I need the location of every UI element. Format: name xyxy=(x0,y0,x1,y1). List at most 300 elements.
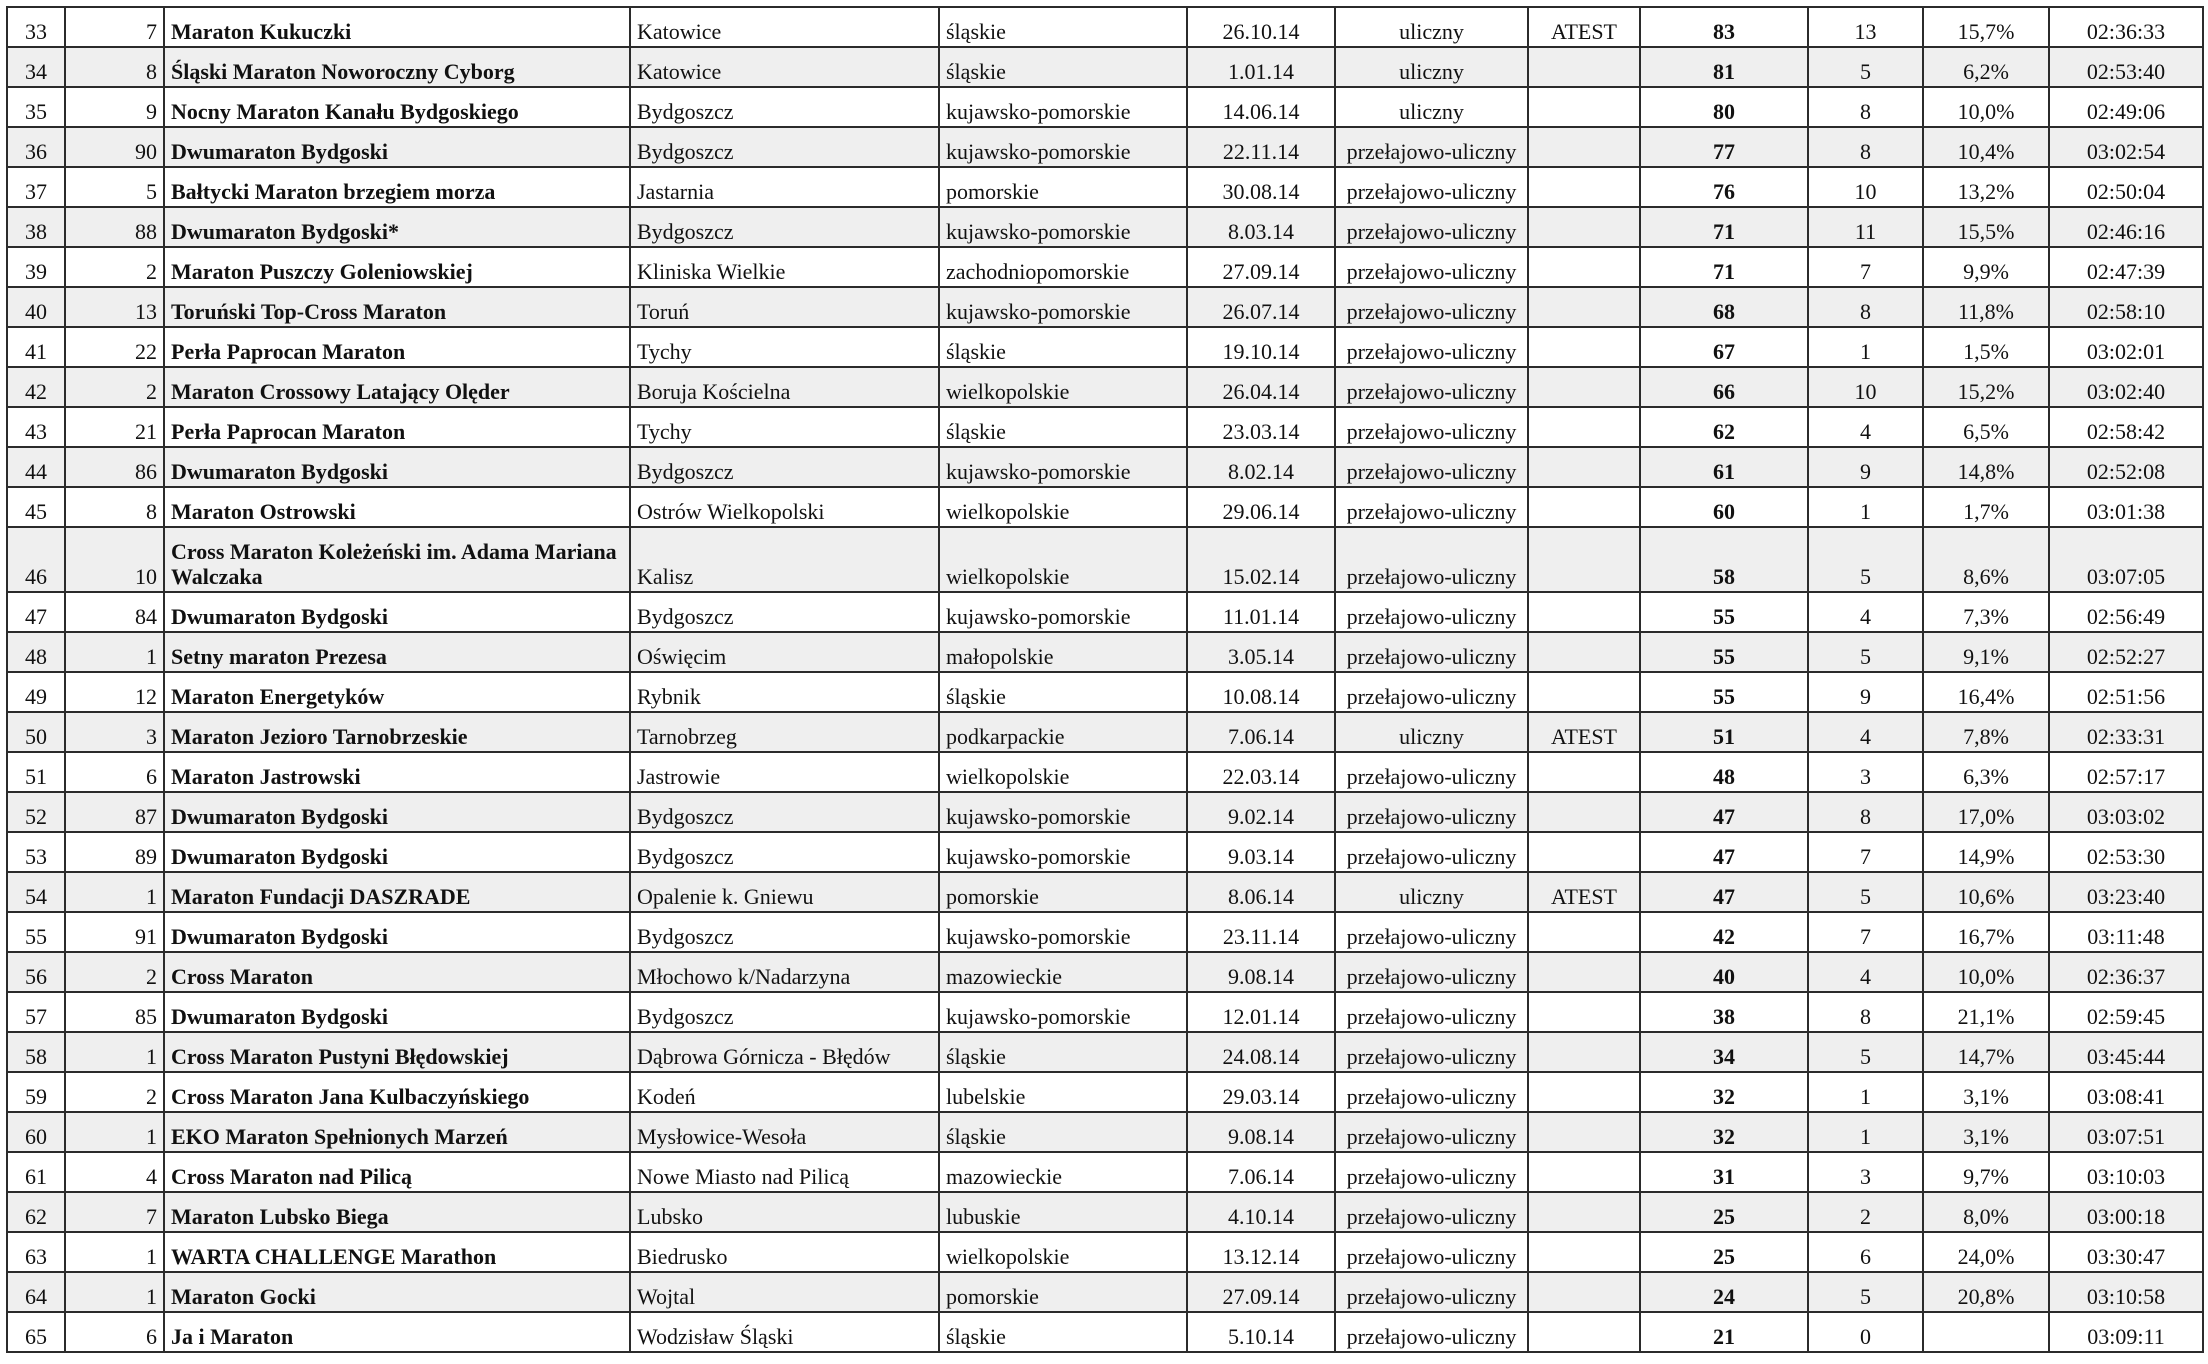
city-cell: Mysłowice-Wesoła xyxy=(630,1112,939,1152)
region-cell: lubelskie xyxy=(939,1072,1187,1112)
atest-cell xyxy=(1528,1112,1640,1152)
percent-cell: 3,1% xyxy=(1923,1072,2049,1112)
rank-cell: 34 xyxy=(7,47,65,87)
region-cell: podkarpackie xyxy=(939,712,1187,752)
rank-cell: 36 xyxy=(7,127,65,167)
time-cell: 03:45:44 xyxy=(2049,1032,2203,1072)
time-cell: 03:10:58 xyxy=(2049,1272,2203,1312)
number-cell: 91 xyxy=(65,912,164,952)
count-cell: 4 xyxy=(1808,952,1923,992)
points-cell: 80 xyxy=(1640,87,1808,127)
table-row xyxy=(7,87,2203,127)
percent-cell: 17,0% xyxy=(1923,792,2049,832)
table-row xyxy=(7,127,2203,167)
city-cell: Toruń xyxy=(630,287,939,327)
number-cell: 2 xyxy=(65,367,164,407)
number-cell: 8 xyxy=(65,47,164,87)
date-cell: 22.11.14 xyxy=(1187,127,1335,167)
city-cell: Ostrów Wielkopolski xyxy=(630,487,939,527)
date-cell: 24.08.14 xyxy=(1187,1032,1335,1072)
time-cell: 03:02:54 xyxy=(2049,127,2203,167)
count-cell: 1 xyxy=(1808,487,1923,527)
course-type-cell: uliczny xyxy=(1335,47,1528,87)
rank-cell: 63 xyxy=(7,1232,65,1272)
points-cell: 62 xyxy=(1640,407,1808,447)
date-cell: 9.03.14 xyxy=(1187,832,1335,872)
region-cell: pomorskie xyxy=(939,167,1187,207)
percent-cell: 7,8% xyxy=(1923,712,2049,752)
rank-cell: 56 xyxy=(7,952,65,992)
marathon-name-cell: Maraton Jastrowski xyxy=(164,752,630,792)
table-row xyxy=(7,952,2203,992)
atest-cell xyxy=(1528,1272,1640,1312)
city-cell: Jastrowie xyxy=(630,752,939,792)
time-cell: 03:00:18 xyxy=(2049,1192,2203,1232)
time-cell: 03:07:51 xyxy=(2049,1112,2203,1152)
points-cell: 47 xyxy=(1640,872,1808,912)
percent-cell: 13,2% xyxy=(1923,167,2049,207)
time-cell: 02:36:33 xyxy=(2049,7,2203,47)
time-cell: 02:53:30 xyxy=(2049,832,2203,872)
atest-cell xyxy=(1528,1312,1640,1352)
region-cell: pomorskie xyxy=(939,872,1187,912)
marathon-name-cell: Śląski Maraton Noworoczny Cyborg xyxy=(164,47,630,87)
table-row xyxy=(7,1232,2203,1272)
table-row xyxy=(7,247,2203,287)
points-cell: 58 xyxy=(1640,527,1808,592)
region-cell: kujawsko-pomorskie xyxy=(939,992,1187,1032)
marathon-name-cell: Maraton Fundacji DASZRADE xyxy=(164,872,630,912)
percent-cell: 10,6% xyxy=(1923,872,2049,912)
percent-cell: 6,3% xyxy=(1923,752,2049,792)
rank-cell: 52 xyxy=(7,792,65,832)
course-type-cell: przełajowo-uliczny xyxy=(1335,167,1528,207)
percent-cell: 10,0% xyxy=(1923,87,2049,127)
city-cell: Bydgoszcz xyxy=(630,912,939,952)
course-type-cell: przełajowo-uliczny xyxy=(1335,1072,1528,1112)
course-type-cell: przełajowo-uliczny xyxy=(1335,632,1528,672)
number-cell: 89 xyxy=(65,832,164,872)
time-cell: 02:52:08 xyxy=(2049,447,2203,487)
region-cell: wielkopolskie xyxy=(939,1232,1187,1272)
points-cell: 24 xyxy=(1640,1272,1808,1312)
marathon-name-cell: WARTA CHALLENGE Marathon xyxy=(164,1232,630,1272)
percent-cell: 6,5% xyxy=(1923,407,2049,447)
points-cell: 66 xyxy=(1640,367,1808,407)
count-cell: 11 xyxy=(1808,207,1923,247)
atest-cell xyxy=(1528,792,1640,832)
rank-cell: 42 xyxy=(7,367,65,407)
atest-cell xyxy=(1528,1032,1640,1072)
number-cell: 85 xyxy=(65,992,164,1032)
number-cell: 1 xyxy=(65,1032,164,1072)
course-type-cell: przełajowo-uliczny xyxy=(1335,832,1528,872)
region-cell: kujawsko-pomorskie xyxy=(939,912,1187,952)
count-cell: 3 xyxy=(1808,752,1923,792)
city-cell: Lubsko xyxy=(630,1192,939,1232)
course-type-cell: przełajowo-uliczny xyxy=(1335,1312,1528,1352)
percent-cell: 8,0% xyxy=(1923,1192,2049,1232)
count-cell: 8 xyxy=(1808,792,1923,832)
region-cell: lubuskie xyxy=(939,1192,1187,1232)
time-cell: 03:23:40 xyxy=(2049,872,2203,912)
atest-cell xyxy=(1528,447,1640,487)
number-cell: 88 xyxy=(65,207,164,247)
time-cell: 02:58:42 xyxy=(2049,407,2203,447)
percent-cell: 16,4% xyxy=(1923,672,2049,712)
city-cell: Tarnobrzeg xyxy=(630,712,939,752)
city-cell: Dąbrowa Górnicza - Błędów xyxy=(630,1032,939,1072)
time-cell: 02:50:04 xyxy=(2049,167,2203,207)
percent-cell: 8,6% xyxy=(1923,527,2049,592)
region-cell: śląskie xyxy=(939,47,1187,87)
time-cell: 02:47:39 xyxy=(2049,247,2203,287)
percent-cell: 20,8% xyxy=(1923,1272,2049,1312)
course-type-cell: przełajowo-uliczny xyxy=(1335,247,1528,287)
points-cell: 51 xyxy=(1640,712,1808,752)
rank-cell: 37 xyxy=(7,167,65,207)
rank-cell: 44 xyxy=(7,447,65,487)
city-cell: Tychy xyxy=(630,327,939,367)
rank-cell: 60 xyxy=(7,1112,65,1152)
number-cell: 1 xyxy=(65,632,164,672)
table-row xyxy=(7,632,2203,672)
city-cell: Kalisz xyxy=(630,527,939,592)
date-cell: 13.12.14 xyxy=(1187,1232,1335,1272)
percent-cell: 14,7% xyxy=(1923,1032,2049,1072)
time-cell: 02:53:40 xyxy=(2049,47,2203,87)
date-cell: 8.06.14 xyxy=(1187,872,1335,912)
city-cell: Młochowo k/Nadarzyna xyxy=(630,952,939,992)
city-cell: Bydgoszcz xyxy=(630,992,939,1032)
count-cell: 8 xyxy=(1808,87,1923,127)
table-row xyxy=(7,447,2203,487)
rank-cell: 47 xyxy=(7,592,65,632)
marathon-name-cell: Maraton Kukuczki xyxy=(164,7,630,47)
count-cell: 9 xyxy=(1808,672,1923,712)
count-cell: 13 xyxy=(1808,7,1923,47)
marathon-name-cell: Dwumaraton Bydgoski xyxy=(164,592,630,632)
date-cell: 23.03.14 xyxy=(1187,407,1335,447)
city-cell: Nowe Miasto nad Pilicą xyxy=(630,1152,939,1192)
date-cell: 7.06.14 xyxy=(1187,712,1335,752)
city-cell: Tychy xyxy=(630,407,939,447)
table-row xyxy=(7,1272,2203,1312)
number-cell: 1 xyxy=(65,1272,164,1312)
rank-cell: 49 xyxy=(7,672,65,712)
region-cell: wielkopolskie xyxy=(939,367,1187,407)
atest-cell xyxy=(1528,367,1640,407)
marathon-name-cell: Cross Maraton Pustyni Błędowskiej xyxy=(164,1032,630,1072)
rank-cell: 46 xyxy=(7,527,65,592)
number-cell: 22 xyxy=(65,327,164,367)
date-cell: 9.08.14 xyxy=(1187,952,1335,992)
count-cell: 9 xyxy=(1808,447,1923,487)
city-cell: Bydgoszcz xyxy=(630,832,939,872)
time-cell: 03:07:05 xyxy=(2049,527,2203,592)
points-cell: 55 xyxy=(1640,592,1808,632)
marathon-name-cell: Setny maraton Prezesa xyxy=(164,632,630,672)
count-cell: 7 xyxy=(1808,912,1923,952)
rank-cell: 41 xyxy=(7,327,65,367)
city-cell: Bydgoszcz xyxy=(630,127,939,167)
atest-cell xyxy=(1528,47,1640,87)
points-cell: 31 xyxy=(1640,1152,1808,1192)
number-cell: 21 xyxy=(65,407,164,447)
course-type-cell: przełajowo-uliczny xyxy=(1335,912,1528,952)
date-cell: 10.08.14 xyxy=(1187,672,1335,712)
atest-cell xyxy=(1528,632,1640,672)
atest-cell xyxy=(1528,207,1640,247)
points-cell: 61 xyxy=(1640,447,1808,487)
course-type-cell: przełajowo-uliczny xyxy=(1335,992,1528,1032)
points-cell: 32 xyxy=(1640,1072,1808,1112)
course-type-cell: przełajowo-uliczny xyxy=(1335,367,1528,407)
number-cell: 9 xyxy=(65,87,164,127)
percent-cell: 9,1% xyxy=(1923,632,2049,672)
table-row xyxy=(7,287,2203,327)
atest-cell xyxy=(1528,527,1640,592)
city-cell: Kliniska Wielkie xyxy=(630,247,939,287)
points-cell: 67 xyxy=(1640,327,1808,367)
course-type-cell: przełajowo-uliczny xyxy=(1335,527,1528,592)
date-cell: 15.02.14 xyxy=(1187,527,1335,592)
points-cell: 55 xyxy=(1640,672,1808,712)
points-cell: 47 xyxy=(1640,792,1808,832)
points-cell: 81 xyxy=(1640,47,1808,87)
atest-cell xyxy=(1528,407,1640,447)
region-cell: kujawsko-pomorskie xyxy=(939,792,1187,832)
points-cell: 60 xyxy=(1640,487,1808,527)
date-cell: 23.11.14 xyxy=(1187,912,1335,952)
city-cell: Oświęcim xyxy=(630,632,939,672)
marathon-name-cell: Dwumaraton Bydgoski xyxy=(164,992,630,1032)
marathon-name-cell: Nocny Maraton Kanału Bydgoskiego xyxy=(164,87,630,127)
city-cell: Biedrusko xyxy=(630,1232,939,1272)
time-cell: 02:49:06 xyxy=(2049,87,2203,127)
points-cell: 71 xyxy=(1640,247,1808,287)
city-cell: Bydgoszcz xyxy=(630,792,939,832)
time-cell: 02:36:37 xyxy=(2049,952,2203,992)
date-cell: 12.01.14 xyxy=(1187,992,1335,1032)
city-cell: Rybnik xyxy=(630,672,939,712)
date-cell: 19.10.14 xyxy=(1187,327,1335,367)
table-row xyxy=(7,992,2203,1032)
results-table-container xyxy=(6,6,2202,1353)
number-cell: 84 xyxy=(65,592,164,632)
number-cell: 7 xyxy=(65,1192,164,1232)
points-cell: 48 xyxy=(1640,752,1808,792)
marathon-name-cell: Ja i Maraton xyxy=(164,1312,630,1352)
rank-cell: 38 xyxy=(7,207,65,247)
time-cell: 02:58:10 xyxy=(2049,287,2203,327)
course-type-cell: przełajowo-uliczny xyxy=(1335,1032,1528,1072)
count-cell: 3 xyxy=(1808,1152,1923,1192)
atest-cell xyxy=(1528,167,1640,207)
count-cell: 4 xyxy=(1808,712,1923,752)
marathon-name-cell: Maraton Gocki xyxy=(164,1272,630,1312)
number-cell: 6 xyxy=(65,752,164,792)
marathon-name-cell: Dwumaraton Bydgoski xyxy=(164,832,630,872)
number-cell: 1 xyxy=(65,1112,164,1152)
table-row xyxy=(7,672,2203,712)
time-cell: 03:01:38 xyxy=(2049,487,2203,527)
region-cell: mazowieckie xyxy=(939,1152,1187,1192)
date-cell: 29.03.14 xyxy=(1187,1072,1335,1112)
time-cell: 02:57:17 xyxy=(2049,752,2203,792)
number-cell: 12 xyxy=(65,672,164,712)
marathon-name-cell: Toruński Top-Cross Maraton xyxy=(164,287,630,327)
atest-cell xyxy=(1528,992,1640,1032)
count-cell: 5 xyxy=(1808,1032,1923,1072)
rank-cell: 35 xyxy=(7,87,65,127)
marathon-name-cell: Perła Paprocan Maraton xyxy=(164,327,630,367)
rank-cell: 51 xyxy=(7,752,65,792)
count-cell: 7 xyxy=(1808,247,1923,287)
table-row xyxy=(7,1152,2203,1192)
count-cell: 5 xyxy=(1808,527,1923,592)
table-row xyxy=(7,872,2203,912)
marathon-name-cell: Maraton Crossowy Latający Olęder xyxy=(164,367,630,407)
city-cell: Kodeń xyxy=(630,1072,939,1112)
points-cell: 25 xyxy=(1640,1232,1808,1272)
percent-cell xyxy=(1923,1312,2049,1352)
table-row xyxy=(7,1032,2203,1072)
course-type-cell: uliczny xyxy=(1335,7,1528,47)
atest-cell xyxy=(1528,1192,1640,1232)
atest-cell xyxy=(1528,287,1640,327)
table-row xyxy=(7,792,2203,832)
time-cell: 02:56:49 xyxy=(2049,592,2203,632)
count-cell: 5 xyxy=(1808,872,1923,912)
count-cell: 4 xyxy=(1808,592,1923,632)
number-cell: 1 xyxy=(65,872,164,912)
date-cell: 26.10.14 xyxy=(1187,7,1335,47)
city-cell: Bydgoszcz xyxy=(630,592,939,632)
number-cell: 3 xyxy=(65,712,164,752)
course-type-cell: uliczny xyxy=(1335,872,1528,912)
number-cell: 10 xyxy=(65,527,164,592)
region-cell: kujawsko-pomorskie xyxy=(939,592,1187,632)
city-cell: Jastarnia xyxy=(630,167,939,207)
table-row xyxy=(7,592,2203,632)
atest-cell xyxy=(1528,1232,1640,1272)
table-row xyxy=(7,167,2203,207)
count-cell: 8 xyxy=(1808,992,1923,1032)
city-cell: Wojtal xyxy=(630,1272,939,1312)
marathon-name-cell: Bałtycki Maraton brzegiem morza xyxy=(164,167,630,207)
course-type-cell: uliczny xyxy=(1335,712,1528,752)
points-cell: 68 xyxy=(1640,287,1808,327)
rank-cell: 45 xyxy=(7,487,65,527)
table-row xyxy=(7,712,2203,752)
region-cell: kujawsko-pomorskie xyxy=(939,832,1187,872)
date-cell: 27.09.14 xyxy=(1187,1272,1335,1312)
atest-cell xyxy=(1528,592,1640,632)
count-cell: 1 xyxy=(1808,1072,1923,1112)
table-row xyxy=(7,1112,2203,1152)
percent-cell: 14,8% xyxy=(1923,447,2049,487)
points-cell: 47 xyxy=(1640,832,1808,872)
marathon-name-cell: Cross Maraton Jana Kulbaczyńskiego xyxy=(164,1072,630,1112)
percent-cell: 24,0% xyxy=(1923,1232,2049,1272)
city-cell: Katowice xyxy=(630,7,939,47)
table-row xyxy=(7,327,2203,367)
region-cell: śląskie xyxy=(939,7,1187,47)
region-cell: wielkopolskie xyxy=(939,752,1187,792)
count-cell: 4 xyxy=(1808,407,1923,447)
percent-cell: 16,7% xyxy=(1923,912,2049,952)
percent-cell: 6,2% xyxy=(1923,47,2049,87)
number-cell: 1 xyxy=(65,1232,164,1272)
date-cell: 8.03.14 xyxy=(1187,207,1335,247)
atest-cell xyxy=(1528,487,1640,527)
count-cell: 1 xyxy=(1808,1112,1923,1152)
city-cell: Katowice xyxy=(630,47,939,87)
marathon-name-cell: Perła Paprocan Maraton xyxy=(164,407,630,447)
points-cell: 71 xyxy=(1640,207,1808,247)
region-cell: kujawsko-pomorskie xyxy=(939,207,1187,247)
marathon-name-cell: Cross Maraton Koleżeński im. Adama Mariana Walczaka xyxy=(164,527,630,592)
rank-cell: 65 xyxy=(7,1312,65,1352)
region-cell: wielkopolskie xyxy=(939,527,1187,592)
number-cell: 2 xyxy=(65,952,164,992)
city-cell: Opalenie k. Gniewu xyxy=(630,872,939,912)
points-cell: 55 xyxy=(1640,632,1808,672)
number-cell: 86 xyxy=(65,447,164,487)
course-type-cell: przełajowo-uliczny xyxy=(1335,327,1528,367)
course-type-cell: przełajowo-uliczny xyxy=(1335,407,1528,447)
number-cell: 4 xyxy=(65,1152,164,1192)
date-cell: 1.01.14 xyxy=(1187,47,1335,87)
rank-cell: 61 xyxy=(7,1152,65,1192)
atest-cell: ATEST xyxy=(1528,712,1640,752)
city-cell: Boruja Kościelna xyxy=(630,367,939,407)
rank-cell: 62 xyxy=(7,1192,65,1232)
percent-cell: 9,9% xyxy=(1923,247,2049,287)
region-cell: małopolskie xyxy=(939,632,1187,672)
percent-cell: 11,8% xyxy=(1923,287,2049,327)
number-cell: 2 xyxy=(65,1072,164,1112)
rank-cell: 59 xyxy=(7,1072,65,1112)
city-cell: Bydgoszcz xyxy=(630,207,939,247)
region-cell: kujawsko-pomorskie xyxy=(939,87,1187,127)
course-type-cell: przełajowo-uliczny xyxy=(1335,127,1528,167)
region-cell: śląskie xyxy=(939,1112,1187,1152)
table-row xyxy=(7,527,2203,592)
points-cell: 42 xyxy=(1640,912,1808,952)
number-cell: 87 xyxy=(65,792,164,832)
points-cell: 21 xyxy=(1640,1312,1808,1352)
date-cell: 8.02.14 xyxy=(1187,447,1335,487)
number-cell: 7 xyxy=(65,7,164,47)
rank-cell: 48 xyxy=(7,632,65,672)
marathon-name-cell: Maraton Lubsko Biega xyxy=(164,1192,630,1232)
percent-cell: 9,7% xyxy=(1923,1152,2049,1192)
region-cell: pomorskie xyxy=(939,1272,1187,1312)
count-cell: 5 xyxy=(1808,47,1923,87)
count-cell: 1 xyxy=(1808,327,1923,367)
region-cell: kujawsko-pomorskie xyxy=(939,287,1187,327)
marathon-name-cell: Maraton Puszczy Goleniowskiej xyxy=(164,247,630,287)
table-row xyxy=(7,47,2203,87)
date-cell: 29.06.14 xyxy=(1187,487,1335,527)
atest-cell: ATEST xyxy=(1528,7,1640,47)
percent-cell: 3,1% xyxy=(1923,1112,2049,1152)
rank-cell: 33 xyxy=(7,7,65,47)
course-type-cell: przełajowo-uliczny xyxy=(1335,592,1528,632)
percent-cell: 7,3% xyxy=(1923,592,2049,632)
